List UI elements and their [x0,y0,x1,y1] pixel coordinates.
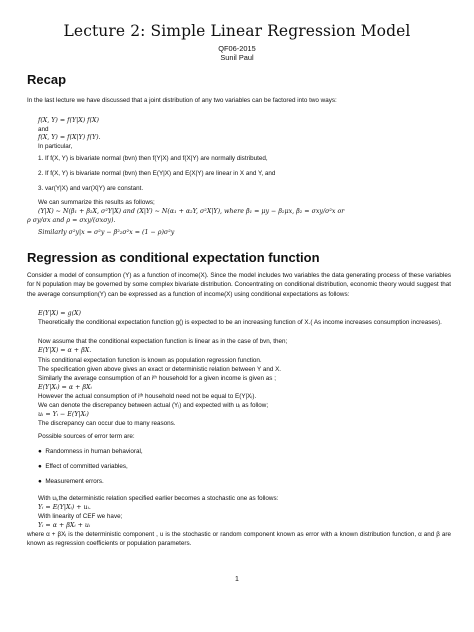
joint-eq-1: f(X, Y) = f(Y|X) f(X) [38,117,99,124]
bullet-text: Effect of committed variables, [45,463,128,470]
bullet-text: Randomness in human behavioral, [45,448,143,455]
summary-equation: (Y|X) ~ N(β₁ + β₂X, σ²Y|X) and (X|Y) ~ N(α₁ + α₂Y, σ²X|Y), where β₁ = μy − β₂μx, β₂ = σxy/σ²x or [38,208,345,215]
cef-paragraph: Consider a model of consumption (Y) as a function of income(X). Since the model includes two variables the data generating process of these variables for N population may be governed by some complex bivariate distribution. Concentrating on conditional distribution, economic theory would suggest that the average consumption(Y) can be expressed as a function of income(X) using conditional expectations as follows: [27,272,451,298]
eq-error: uᵢ = Yᵢ − E(Y|Xᵢ) [38,411,89,418]
linearity-text: With linearity of CEF we have; [38,513,123,520]
bullet-item [38,463,128,470]
recap-item-3: 3. var(Y|X) and var(X|Y) are constant. [38,185,144,192]
household-text: Similarly the average consumption of an iᵗʰ household for a given income is given as ; [38,375,276,382]
joint-eq-2: f(X, Y) = f(X|Y) f(Y). [38,134,101,141]
recap-intro: In the last lecture we have discussed that a joint distribution of any two variables can be factored into two ways: [27,97,337,104]
theory-text: Theoretically the conditional expectation function g() is expected to be an increasing function of X.( As income increases consumption increases). [38,319,442,326]
conditional-variance-eq: Similarly σ²y|x = σ²y − β²₂σ²x = (1 − ρ)σ²y [38,229,175,236]
and-text: and [38,126,49,133]
lecture-title: Lecture 2: Simple Linear Regression Model [63,22,411,40]
deterministic-text: The specification given above gives an exact or deterministic relation between Y and X. [38,366,282,373]
eq-final: Yᵢ = α + βXᵢ + uᵢ [38,522,91,529]
rho-equation: ρ σy/σx and ρ = σxy/(σxσy). [27,217,116,224]
stochastic-text: With uᵢ,the deterministic relation specified earlier becomes a stochastic one as follows: [38,495,279,502]
however-text: However the actual consumption of iᵗʰ household need not be equal to E(Y|Xᵢ). [38,393,257,400]
recap-item-2: 2. If f(X, Y) is bivariate normal (bvn) then E(Y|X) and E(X|Y) are linear in X and Y, and [38,170,276,177]
cef-heading: Regression as conditional expectation function [27,250,320,265]
prf-text: This conditional expectation function is known as population regression function. [38,357,262,364]
bullet-icon: ● [38,463,42,470]
discrepancy-text: We can denote the discrepancy between actual (Yᵢ) and expected with uᵢ as follow; [38,402,269,409]
bullet-icon: ● [38,448,42,455]
reasons-text: The discrepancy can occur due to many reasons. [38,420,176,427]
bullet-item [38,448,143,455]
sources-text: Possible sources of error term are: [38,433,135,440]
course-code: QF06-2015 [218,44,256,53]
recap-heading: Recap [27,72,67,87]
bullet-icon: ● [38,478,42,485]
author-name: Sunil Paul [220,53,254,62]
eq-household: E(Y|Xᵢ) = α + βXᵢ [38,384,92,391]
eq-linear-cef: E(Y|X) = α + βX. [38,347,92,354]
summary-intro: We can summarize this results as follows; [38,199,155,206]
bullet-text: Measurement errors. [45,478,104,485]
eq-stochastic: Yᵢ = E(Y|Xᵢ) + uᵢ. [38,504,91,511]
closing-paragraph: where α + βXᵢ is the deterministic component , u is the stochastic or random component known as error with a known distribution function, α and β are known as regression coefficients or population parameters. [27,531,451,548]
recap-item-1: 1. If f(X, Y) is bivariate normal (bvn) then f(Y|X) and f(X|Y) are normally distributed, [38,155,268,162]
particular-text: In particular, [38,143,73,150]
bullet-item [38,478,104,485]
page-number: 1 [235,576,239,583]
assume-linear-text: Now assume that the conditional expectation function is linear as in the case of bvn, then; [38,338,288,345]
eq-g-of-x: E(Y|X) = g(X) [38,310,81,317]
